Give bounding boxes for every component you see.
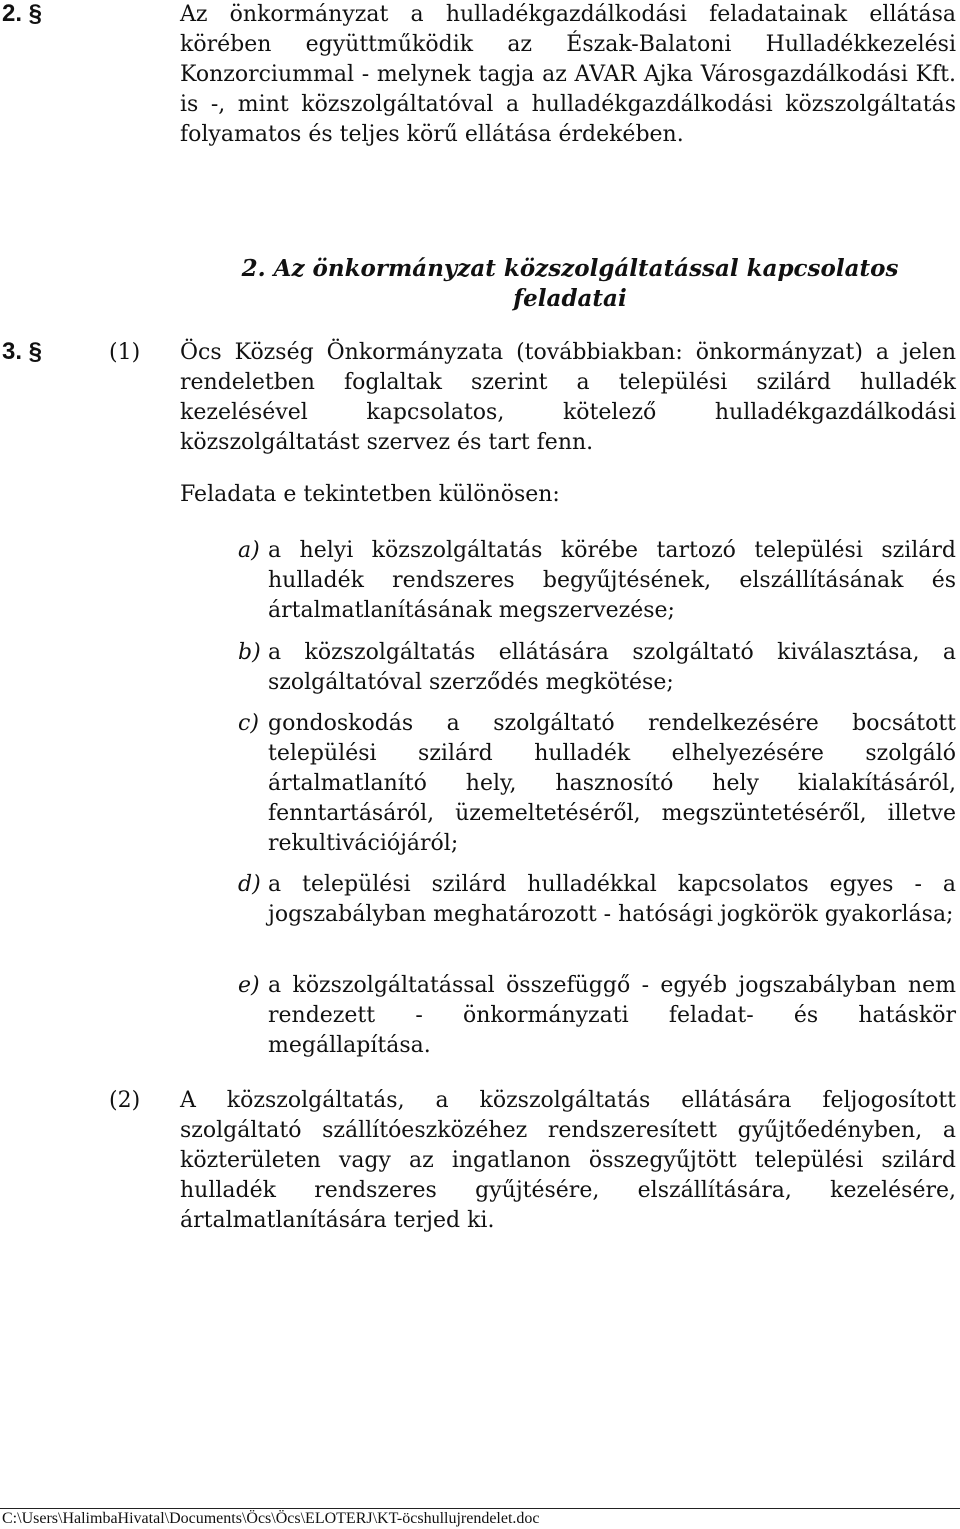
list-item-label-a: a) [238, 538, 260, 563]
list-item-text-d: a települési szilárd hulladékkal kapcsolatos egyes - a jogszabályban meghatározott - hatósági jogkörök gyakorlása; [268, 872, 956, 927]
section-2-number: 2. § [2, 0, 43, 27]
chapter-heading-line2: feladatai [513, 285, 627, 312]
list-item-label-c: c) [238, 711, 259, 736]
list-item-label-b: b) [238, 640, 261, 665]
subsection-2-text: A közszolgáltatás, a közszolgáltatás ellátására feljogosított szolgáltató szállítóeszközéhez rendszeresített gyűjtőedényben, a közterületen vagy az ingatlanon összegyűjtött települési szilárd hulladék rendszeres gyűjtésére, elszállítására, kezelésére, ártalmatlanítására terjed ki. [180, 1088, 956, 1233]
subsection-1-label: (1) [109, 340, 141, 365]
list-item-label-d: d) [238, 872, 261, 897]
list-item-text-e: a közszolgáltatással összefüggő - egyéb jogszabályban nem rendezett - önkormányzati feladat- és hatáskör megállapítása. [268, 973, 956, 1058]
list-item-label-e: e) [238, 973, 260, 998]
subsection-2-label: (2) [109, 1088, 141, 1113]
tasks-intro: Feladata e tekintetben különösen: [180, 482, 560, 507]
section-3-number: 3. § [2, 338, 43, 365]
section-2-text: Az önkormányzat a hulladékgazdálkodási feladatainak ellátása körében együttműködik az Észak-Balatoni Hulladékkezelési Konzorciummal - melynek tagja az AVAR Ajka Városgazdálkodási Kft. is -, mint közszolgáltatóval a hulladékgazdálkodási közszolgáltatás folyamatos és teljes körű ellátása érdekében. [180, 2, 956, 147]
list-item-text-c: gondoskodás a szolgáltató rendelkezésére bocsátott települési szilárd hulladék elhelyezésére szolgáló ártalmatlanító hely, hasznosító hely kialakításáról, fenntartásáról, üzemeltetéséről, megszüntetéséről, illetve rekultivációjáról; [268, 711, 956, 856]
subsection-1-text: Öcs Község Önkormányzata (továbbiakban: önkormányzat) a jelen rendeletben foglaltak szerint a települési szilárd hulladék kezelésével kapcsolatos, kötelező hulladékgazdálkodási közszolgáltatást szervez és tart fenn. [180, 340, 956, 455]
chapter-heading-line1: 2. Az önkormányzat közszolgáltatással kapcsolatos [241, 255, 899, 282]
list-item-text-b: a közszolgáltatás ellátására szolgáltató kiválasztása, a szolgáltatóval szerződés megkötése; [268, 640, 956, 695]
list-item-text-a: a helyi közszolgáltatás körébe tartozó települési szilárd hulladék rendszeres begyűjtésének, elszállításának és ártalmatlanításának megszervezése; [268, 538, 956, 623]
footer-file-path: C:\Users\HalimbaHivatal\Documents\Öcs\Öcs\ELOTERJ\KT-öcshullujrendelet.doc [2, 1510, 540, 1527]
footer-divider [0, 1508, 960, 1509]
